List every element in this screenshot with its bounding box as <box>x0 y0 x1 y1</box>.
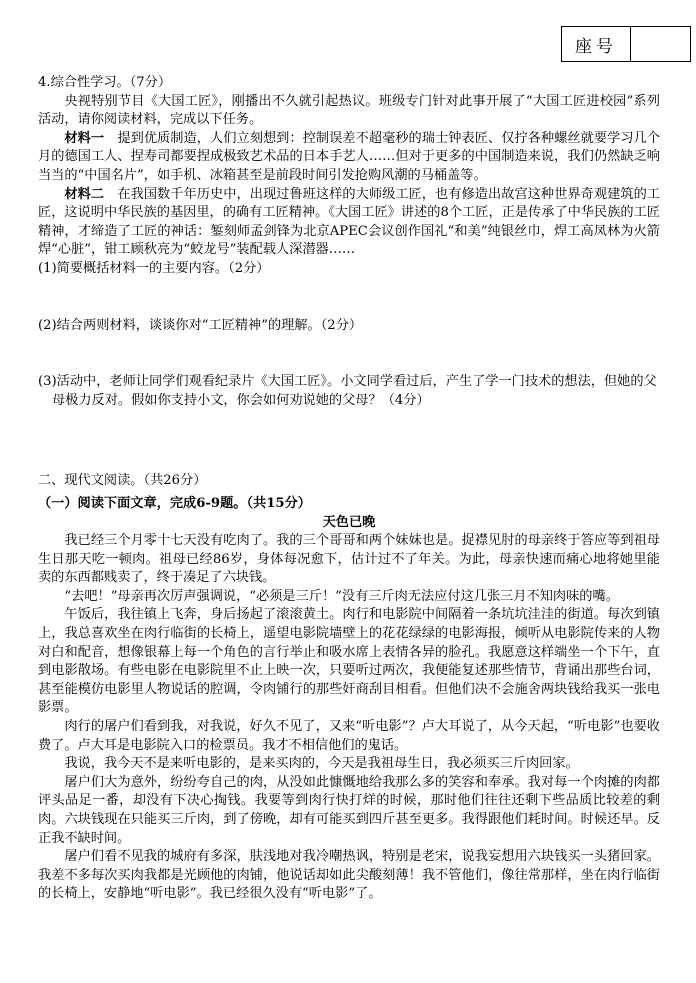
article-paragraph: 我说，我今天不是来听电影的，是来买肉的，今天是我祖母生日，我必须买三斤肉回家。 <box>64 756 579 772</box>
answer-space-2[interactable] <box>38 335 660 373</box>
material-1 <box>38 130 660 186</box>
material-1-label: 材料一 <box>64 130 105 146</box>
article-paragraph: 肉行的屠户们看到我，对我说，好久不见了，又来“听电影”？卢大耳说了，从今天起，“听电影”也要收费了。卢大耳是电影院入口的检票员。我才不相信他们的鬼话。 <box>38 719 660 753</box>
article-paragraph: 我已经三个月零十七天没有吃肉了。我的三个哥哥和两个妹妹也是。捉襟见肘的母亲终于答应等到祖母生日那天吃一顿肉。祖母已经86岁，身体每况愈下，估计过不了年关。为此，母亲快速而痛心地将她里能卖的东西都贱卖了，终于凑足了六块钱。 <box>38 533 660 586</box>
article-paragraph: 午饭后，我往镇上飞奔，身后扬起了滚滚黄土。肉行和电影院中间隔着一条坑坑洼洼的街道。每次到镇上，我总喜欢坐在肉行临街的长椅上，遥望电影院墙壁上的花花绿绿的电影海报，倾听从电影院传来的人物对白和配音，想像银幕上每一个角色的言行举止和吸水席上表情各异的脸孔。我愿意这样端坐一个下午，直到电影散场。有些电影在电影院里不止上映一次，只要听过两次，我便能复述那些情节，背诵出那些台词，甚至能模仿电影里人物说话的腔调，令肉铺行的那些奸商刮目相看。但他们决不会施舍两块钱给我买一张电影票。 <box>38 607 660 716</box>
material-2-label: 材料二 <box>64 186 105 202</box>
answer-space-1[interactable] <box>38 279 660 317</box>
q4-sub-2: (2)结合两则材料，谈谈你对“工匠精神”的理解。（2分） <box>38 317 363 333</box>
exam-content <box>38 74 660 904</box>
article-paragraph: “去吧！”母亲再次厉声强调说，“必须是三斤！”没有三斤肉无法应付这几张三月不知肉味的嘴。 <box>64 588 619 604</box>
article-title: 天色已晚 <box>322 514 376 530</box>
seat-label: 座号 <box>562 27 631 61</box>
q4-sub-1: (1)简要概括材料一的主要内容。（2分） <box>38 260 270 276</box>
material-2-text: 在我国数千年历史中，出现过鲁班这样的大师级工匠，也有修造出故宫这种世界奇观建筑的工匠，这说明中华民族的基因里，的确有工匠精神。《大国工匠》讲述的8个工匠，正是传承了中华民族的工匠精神，才缔造了工匠的神话：錾刻师孟剑锋为北京APEC会议创作国礼“和美”纯银丝巾，焊工高凤林为火箭焊“心脏”，钳工顾秋亮为“蛟龙号”装配载人深潜器…… <box>38 186 661 258</box>
seat-value-field[interactable] <box>631 27 690 61</box>
article-paragraph: 屠户们大为意外，纷纷夸自己的肉，从没如此慷慨地给我那么多的笑容和奉承。我对每一个肉摊的肉都评头品足一番，却没有下决心掏钱。我要等到肉行快打烊的时候，那时他们往往还剩下些品质比较差的剩肉。六块钱现在只能买三斤肉，到了傍晚，却有可能买到四斤甚至更多。我得跟他们耗时间。时候还早。反正我不缺时间。 <box>38 774 660 846</box>
material-2 <box>38 186 660 260</box>
article-paragraph: 屠户们看不见我的城府有多深，肤浅地对我冷嘲热讽，特别是老宋，说我妄想用六块钱买一头猪回家。我差不多每次买肉我都是光顾他的肉铺，他说话却如此尖酸刻薄！我不管他们，像往常那样，坐在肉行临街的长椅上，安静地“听电影”。我已经很久没有“听电影”了。 <box>38 849 660 902</box>
q4-heading: 4.综合性学习。（7分） <box>38 75 172 90</box>
answer-space-3[interactable] <box>38 410 660 472</box>
q4-intro: 央视特别节目《大国工匠》，刚播出不久就引起热议。班级专门针对此事开展了“大国工匠进校园”系列活动，请你阅读材料，完成以下任务。 <box>38 93 660 128</box>
section-2-part-1: （一）阅读下面文章，完成6-9题。（共15分） <box>38 495 311 511</box>
q4-sub-3: (3)活动中，老师让同学们观看纪录片《大国工匠》。小文同学看过后，产生了学一门技术的想法，但她的父母极力反对。假如你支持小文，你会如何劝说她的父母？（4分） <box>38 374 657 408</box>
seat-number-box <box>561 26 691 62</box>
section-2-heading: 二、现代文阅读。（共26分） <box>38 473 207 489</box>
material-1-text: 提到优质制造，人们立刻想到：控制误差不超毫秒的瑞士钟表匠、仅拧各种螺丝就要学习几个月的德国工人、捏寿司都要捏成极致艺术品的日本手艺人……但对于更多的中国制造来说，我们仍然缺乏响当当的“中国名片”，如手机、冰箱甚至是前段时间引发抢购风潮的马桶盖等。 <box>38 130 661 183</box>
